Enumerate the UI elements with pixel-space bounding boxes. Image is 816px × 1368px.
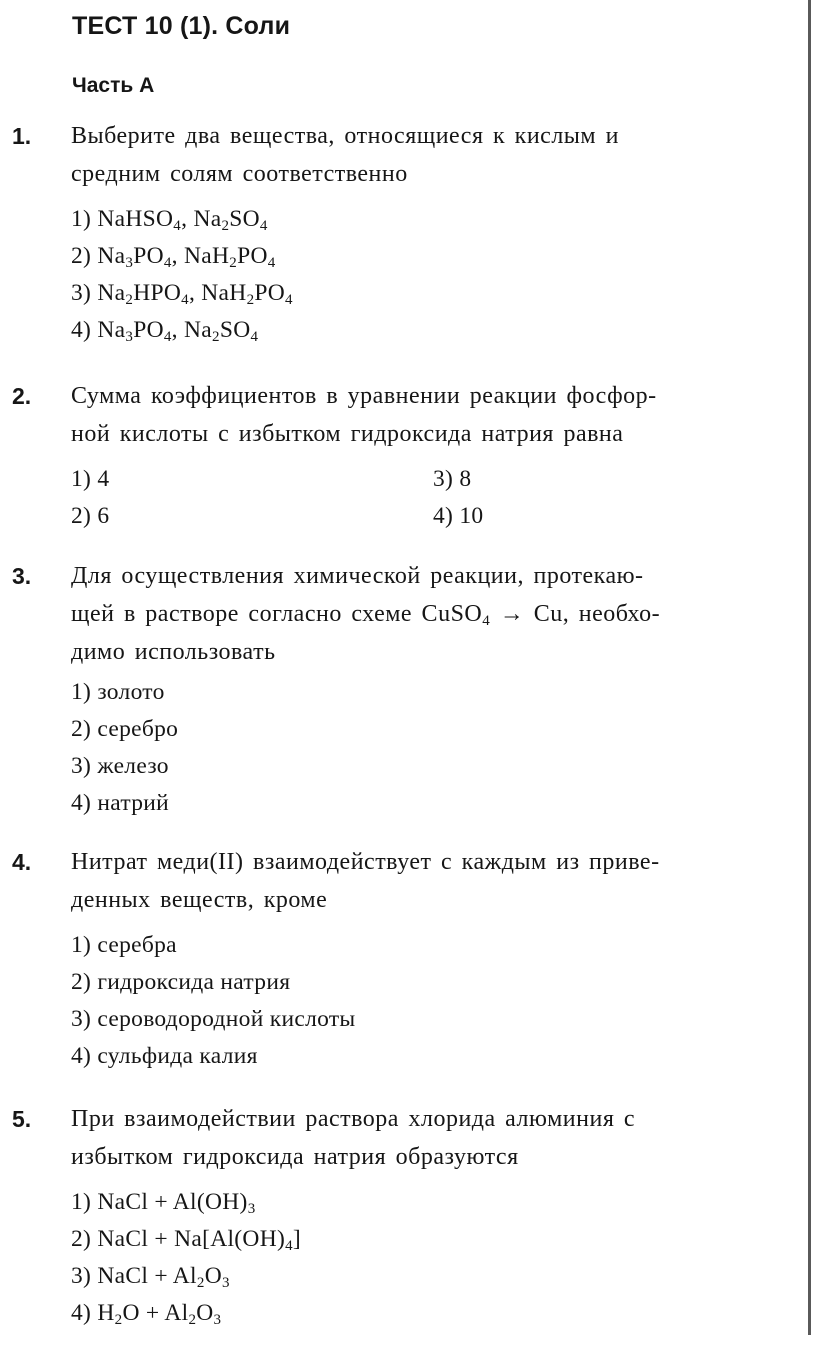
answer-option-2[interactable]: 2) гидроксида натрия [71,969,291,995]
question-text-line: Для осуществления химической реакции, протекаю- [71,563,644,589]
question-text-line: щей в растворе согласно схеме CuSO$_4$ → Cu, необхо- [71,601,661,629]
question-number: 4. [12,849,32,875]
answer-option-4[interactable]: 4) натрий [71,790,170,816]
answer-option-1[interactable]: 1) 4 [71,466,110,492]
answer-option-3[interactable]: 3) 8 [433,466,472,492]
question-number: 2. [12,383,32,409]
question-number: 3. [12,563,32,589]
part-heading: Часть А [72,74,155,97]
answer-option-2[interactable]: 2) $Na_3PO_4$, $NaH_2PO_4$ [71,243,276,271]
answer-option-1[interactable]: 1) золото [71,679,165,705]
answer-option-4[interactable]: 4) $Na_3PO_4$, $Na_2SO_4$ [71,317,259,345]
answer-option-3[interactable]: 3) NaCl + $Al_2O_3$ [71,1263,230,1291]
question-text-line: Выберите два вещества, относящиеся к кислым и [71,123,619,149]
question-text-line: средним солям соответственно [71,161,408,187]
answer-options [71,201,771,349]
answer-options [71,927,771,1075]
answer-option-4[interactable]: 4) $H_2O + Al_2O_3$ [71,1300,222,1328]
answer-option-3[interactable]: 3) сероводородной кислоты [71,1006,356,1032]
answer-option-1[interactable]: 1) серебра [71,932,177,958]
answer-option-2[interactable]: 2) NaCl + $Na[Al(OH)_4]$ [71,1226,302,1254]
question-text-line: ной кислоты с избытком гидроксида натрия равна [71,421,624,447]
answer-option-2[interactable]: 2) 6 [71,503,110,529]
answer-option-4[interactable]: 4) 10 [433,503,484,529]
answer-option-1[interactable]: 1) NaCl + $Al(OH)_3$ [71,1189,256,1217]
answer-option-2[interactable]: 2) серебро [71,716,179,742]
answer-option-1[interactable]: 1) NaHSO$_4$, $Na_2SO_4$ [71,206,268,234]
answer-options [71,674,771,822]
question-number: 5. [12,1106,32,1132]
answer-option-4[interactable]: 4) сульфида калия [71,1043,258,1069]
question-text-line: При взаимодействии раствора хлорида алюминия с [71,1106,636,1132]
question-text-line: Сумма коэффициентов в уравнении реакции фосфор- [71,383,657,409]
answer-options [71,1184,771,1332]
question-text-line: Нитрат меди(II) взаимодействует с каждым из приве- [71,849,660,875]
question-number: 1. [12,123,32,149]
page-edge-rule [808,0,811,1335]
question-text-line: денных веществ, кроме [71,887,328,913]
answer-option-3[interactable]: 3) железо [71,753,169,779]
test-title: ТЕСТ 10 (1). Соли [72,12,291,40]
answer-option-3[interactable]: 3) $Na_2HPO_4$, $NaH_2PO_4$ [71,280,293,308]
question-text-line: избытком гидроксида натрия образуются [71,1144,519,1170]
question-text-line: димо использовать [71,639,276,665]
